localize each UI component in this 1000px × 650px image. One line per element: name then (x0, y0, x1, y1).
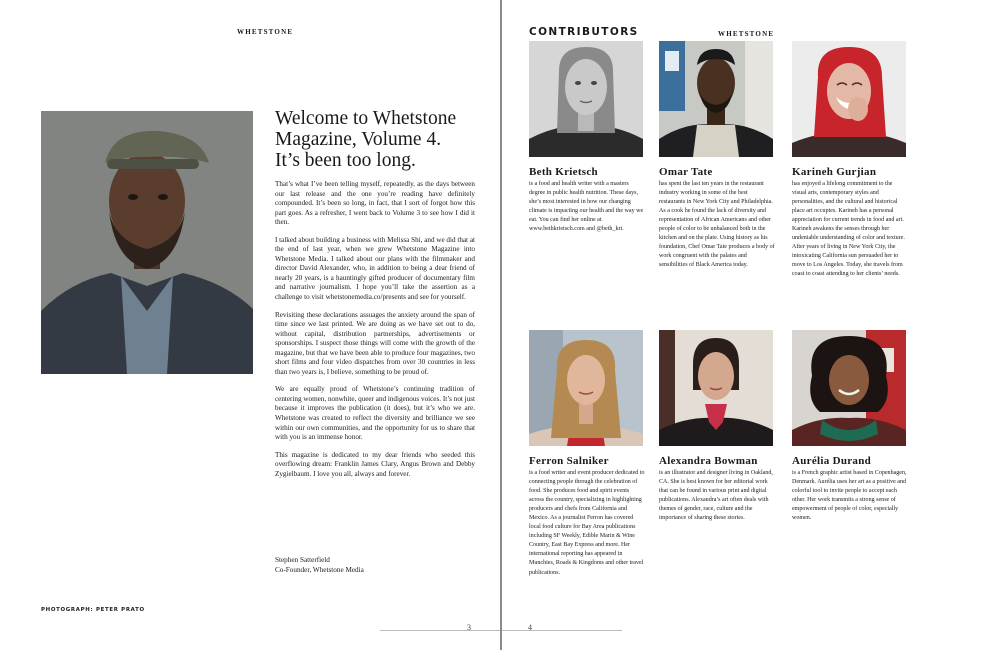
letter-paragraph-4: We are equally proud of Whetstone’s continuing tradition of centering women, nonwhite, queer and indigenous voices. It’s not just because it improves the publication (it does), but it’s who we are. Whetstone was created to reflect the diversity and brilliance we see within our own communities, and the opportunity for us to share that with you is an immense honor. (275, 385, 475, 442)
contributor-card-omar-tate (659, 41, 777, 270)
editorial-headline (275, 108, 490, 171)
contributor-photo-beth-krietsch (529, 41, 643, 157)
contributor-photo-karineh-gurjian (792, 41, 906, 157)
right-page (502, 0, 1000, 650)
page-number-right: 4 (528, 623, 532, 632)
headline-line-3: It’s been too long. (275, 150, 416, 171)
page-number-left: 3 (467, 623, 471, 632)
contributor-name: Alexandra Bowman (659, 455, 758, 467)
footer-rule-right (502, 630, 622, 631)
contributor-photo-aurelia-durand (792, 330, 906, 446)
contributor-name: Ferron Salniker (529, 455, 609, 467)
editor-portrait-photo (41, 111, 253, 374)
photo-credit: PHOTOGRAPH: PETER PRATO (41, 607, 145, 613)
letter-paragraph-2: I talked about building a business with Melissa Shi, and we did that at the end of last year, when we grew Whetstone Magazine into Whetstone Media. I talked about our plans with the filmmaker and director David Alexander, who, in addition to being a dear friend of nearly 20 years, is a hauntingly gifted producer of documentary film and narrative journalism. I hope you’ll take the assertion as a challenge to visit whetstonemedia.co/presents and see for yourself. (275, 235, 475, 302)
letter-paragraph-5: This magazine is dedicated to my dear friends who seeded this overflowing dream: Franklin James Clary, Angus Brown and Debby Zygielbaum. I love you all, always and forever. (275, 450, 475, 478)
contributor-card-aurelia-durand (792, 330, 910, 523)
signature-title: Co-Founder, Whetstone Media (275, 565, 364, 574)
contributor-name: Omar Tate (659, 166, 713, 178)
letter-signature (275, 556, 364, 575)
signature-name: Stephen Satterfield (275, 556, 330, 564)
contributor-card-beth-krietsch (529, 41, 647, 234)
contributor-photo-omar-tate (659, 41, 773, 157)
running-head-left: WHETSTONE (237, 28, 294, 36)
contributor-bio: is a food writer and event producer dedicated to connecting people through the celebration of food. She produces food and spirit events across the country, specializing in highlighting producers and chefs from California and Mexico. As a journalist Ferron has covered local food culture for Bay Area publications including SF Weekly, Edible Marin & Wine Country, East Bay Express and more. Her international reporting has appeared in Munchies, Roads & Kingdoms and other travel publications. (529, 470, 645, 576)
contributors-title: CONTRIBUTORS (529, 26, 639, 38)
running-head-right: WHETSTONE (718, 30, 775, 38)
footer-rule-left (380, 630, 500, 631)
contributor-bio: is an illustrator and designer living in Oakland, CA. She is best known for her editorial work that can be found in various print and digital publications. Alexandra’s art often deals with themes of gender, race, culture and the importance of sharing these stories. (659, 470, 773, 522)
contributor-card-alexandra-bowman (659, 330, 777, 523)
headline-line-2: Magazine, Volume 4. (275, 129, 442, 150)
headline-line-1: Welcome to Whetstone (275, 108, 457, 129)
contributor-name: Aurélia Durand (792, 455, 872, 467)
editors-letter-body (275, 180, 475, 487)
contributor-bio: has enjoyed a lifelong commitment to the visual arts, contemporary styles and personalities, and the cultural and historical place art occupies. Karineh has a personal appreciation for current trends in food and art. Karineh awakens the senses through her undeniable understanding of color and texture. After years of living in New York City, the intoxicating California sun persuaded her to move to Los Angeles. Today, she travels from coast to coast attending to her clients’ needs. (792, 181, 905, 278)
contributor-card-ferron-salniker (529, 330, 647, 578)
letter-paragraph-3: Revisiting these declarations assuages the anxiety around the span of time since we last printed. We are doing as we have set out to do, without capital, distribution partnerships, advertisements or sponsorships. I suspect those things will come with the growth of the magazine, but that we have been able to produce four magazines, two short films and four video dispatches from over 30 countries in less than two years is, I believe, something to be proud of. (275, 310, 475, 376)
contributor-name: Karineh Gurjian (792, 166, 877, 178)
contributor-photo-alexandra-bowman (659, 330, 773, 446)
contributor-name: Beth Krietsch (529, 166, 598, 178)
contributor-bio: is a food and health writer with a masters degree in public health nutrition. These days, she’s most interested in how our changing climate is impacting our health and the way we eat. You can find her online at www.bethkrietsch.com and @beth_kri. (529, 181, 644, 233)
contributor-card-karineh-gurjian (792, 41, 910, 280)
contributor-photo-ferron-salniker (529, 330, 643, 446)
contributor-bio: has spent the last ten years in the restaurant industry working in some of the best restaurants in New York City and Philadelphia. As a cook he found the lack of diversity and representation of African Americans and other people of color to be unbalanced both in the kitchen and on the plate. Using history as his foundation, Chef Omar Tate produces a body of work congruent with the palates and sensibilities of Black America today. (659, 181, 775, 269)
contributor-bio: is a French graphic artist based in Copenhagen, Denmark. Aurélia uses her art as a positive and colorful tool to invite people to accept each other. Her work transmits a strong sense of empowerment of people of color, especially women. (792, 470, 907, 522)
letter-paragraph-1: That’s what I’ve been telling myself, repeatedly, as the days between our last release and the one you’re reading have definitely compounded. It’s been so long, in fact, that I sort of forgot how this part goes. As a refresher, I went back to Volume 3 to see how I did it then. (275, 180, 475, 227)
